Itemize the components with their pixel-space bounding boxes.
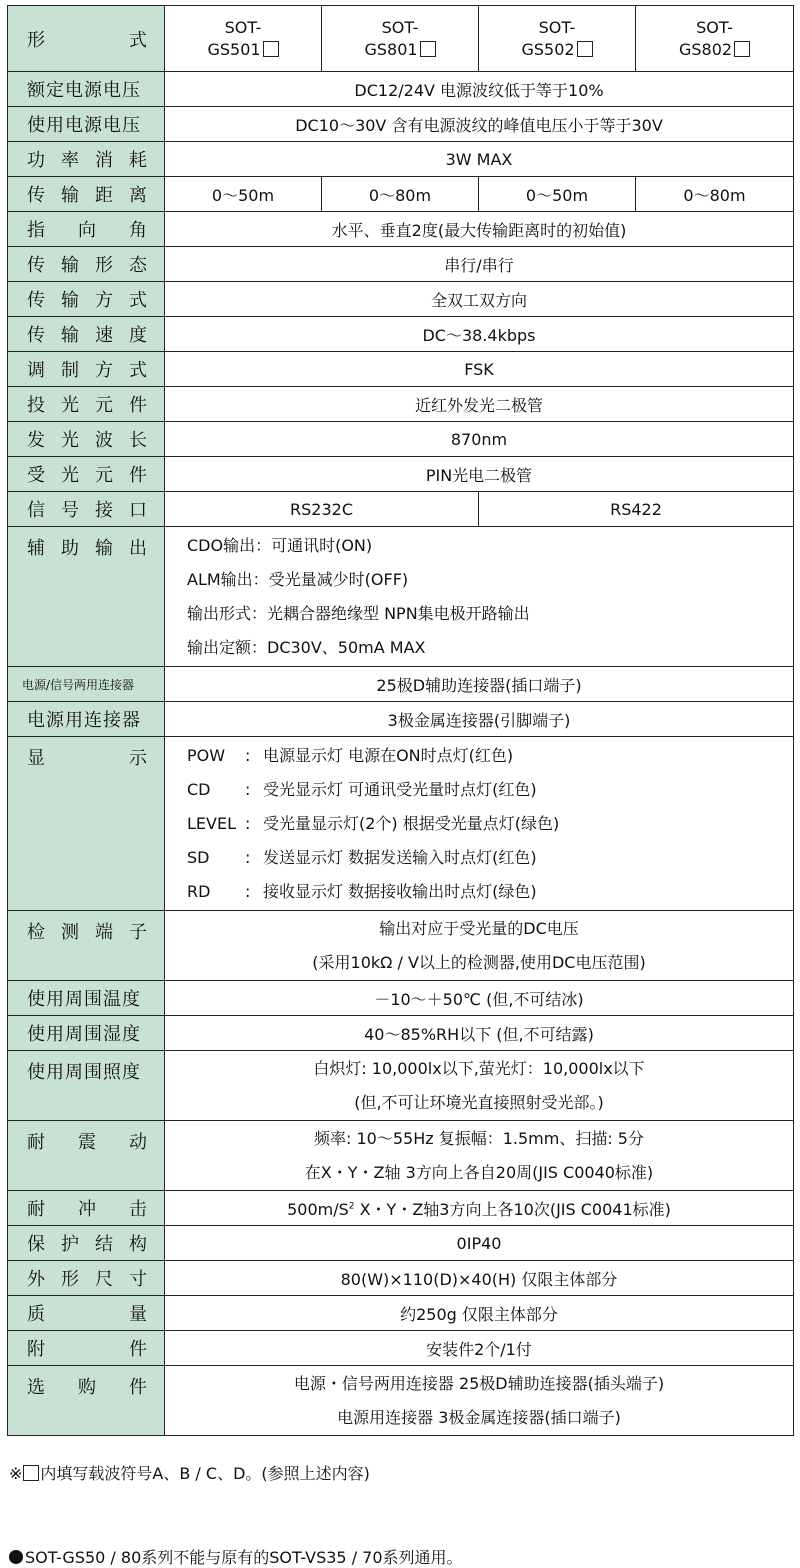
row-label: 投 光 元 件 (8, 387, 165, 422)
aux-line: 输出定额：DC30V、50mA MAX (187, 637, 426, 657)
row-rated-voltage (8, 72, 794, 107)
row-value: 3极金属连接器(引脚端子) (165, 702, 794, 737)
row-vibration (8, 1121, 794, 1191)
interface-2: RS422 (479, 492, 794, 527)
row-temperature (8, 981, 794, 1016)
row-label: 使用周围湿度 (8, 1016, 165, 1051)
row-label: 耐 冲 击 (8, 1191, 165, 1226)
checkbox-icon (734, 41, 750, 57)
aux-line: ALM输出：受光量减少时(OFF) (187, 569, 409, 589)
row-label: 显 示 (8, 737, 165, 911)
row-label: 检 测 端 子 (8, 911, 165, 981)
bullet-icon (9, 1550, 23, 1564)
row-value: 约250g 仅限主体部分 (165, 1296, 794, 1331)
row-label: 使用电源电压 (8, 107, 165, 142)
row-options (8, 1366, 794, 1436)
row-value: 0IP40 (165, 1226, 794, 1261)
row-operating-voltage (8, 107, 794, 142)
footnote-fill-code: ※ 内填写载波符号A、B / C、D。(参照上述内容) (9, 1464, 370, 1483)
row-value: －10～＋50℃ (但,不可结冰) (165, 981, 794, 1016)
row-power-connector (8, 702, 794, 737)
row-label: 电源用连接器 (8, 702, 165, 737)
row-modulation (8, 352, 794, 387)
display-item: SD : 发送显示灯 数据发送输入时点灯(红色) (187, 847, 537, 867)
row-illuminance (8, 1051, 794, 1121)
row-model (8, 6, 794, 72)
row-value: 全双工双方向 (165, 282, 794, 317)
row-dimensions (8, 1261, 794, 1296)
footnote-compatibility: SOT-GS50 / 80系列不能与原有的SOT-VS35 / 70系列通用。 (9, 1545, 463, 1568)
row-label: 使用周围温度 (8, 981, 165, 1016)
row-value: DC12/24V 电源波纹低于等于10% (165, 72, 794, 107)
spec-table (7, 5, 794, 1436)
row-receiver (8, 457, 794, 492)
aux-line: 输出形式：光耦合器绝缘型 NPN集电极开路输出 (187, 603, 530, 623)
row-mass (8, 1296, 794, 1331)
row-label: 传 输 形 态 (8, 247, 165, 282)
row-dual-connector (8, 667, 794, 702)
distance-2: 0～80m (322, 177, 479, 212)
row-power (8, 142, 794, 177)
checkbox-icon (420, 41, 436, 57)
row-value: 串行/串行 (165, 247, 794, 282)
row-label: 保 护 结 构 (8, 1226, 165, 1261)
row-value: PIN光电二极管 (165, 457, 794, 492)
row-speed (8, 317, 794, 352)
row-emitter (8, 387, 794, 422)
distance-1: 0～50m (165, 177, 322, 212)
row-protection (8, 1226, 794, 1261)
model-3: SOT- GS502 (479, 6, 636, 72)
row-angle (8, 212, 794, 247)
model-4: SOT- GS802 (636, 6, 794, 72)
aux-line: CDO输出：可通讯时(ON) (187, 535, 373, 555)
row-shock (8, 1191, 794, 1226)
row-value: 电源・信号两用连接器 25极D辅助连接器(插头端子) 电源用连接器 3极金属连接器(插口端子) (165, 1366, 794, 1436)
row-label: 传 输 距 离 (8, 177, 165, 212)
row-accessories (8, 1331, 794, 1366)
row-label: 指 向 角 (8, 212, 165, 247)
checkbox-icon (577, 41, 593, 57)
row-value: 输出对应于受光量的DC电压 (采用10kΩ / V以上的检测器,使用DC电压范围) (165, 911, 794, 981)
row-detect-terminal (8, 911, 794, 981)
row-value: FSK (165, 352, 794, 387)
row-humidity (8, 1016, 794, 1051)
row-label: 传 输 速 度 (8, 317, 165, 352)
checkbox-icon (23, 1465, 39, 1481)
display-item: CD : 受光显示灯 可通讯受光量时点灯(红色) (187, 779, 537, 799)
row-value: 近红外发光二极管 (165, 387, 794, 422)
row-value (165, 737, 794, 911)
display-item: POW : 电源显示灯 电源在ON时点灯(红色) (187, 745, 514, 765)
row-value: 870nm (165, 422, 794, 457)
row-label: 发 光 波 长 (8, 422, 165, 457)
model-1: SOT- GS501 (165, 6, 322, 72)
row-value: DC10～30V 含有电源波纹的峰值电压小于等于30V (165, 107, 794, 142)
row-label: 传 输 方 式 (8, 282, 165, 317)
row-label: 耐 震 动 (8, 1121, 165, 1191)
interface-1: RS232C (165, 492, 479, 527)
display-item: RD : 接收显示灯 数据接收输出时点灯(绿色) (187, 881, 537, 901)
row-distance (8, 177, 794, 212)
row-label: 信 号 接 口 (8, 492, 165, 527)
row-label: 使用周围照度 (8, 1051, 165, 1121)
model-2: SOT- GS801 (322, 6, 479, 72)
row-value (165, 527, 794, 667)
row-wavelength (8, 422, 794, 457)
display-item: LEVEL : 受光量显示灯(2个) 根据受光量点灯(绿色) (187, 813, 560, 833)
row-label: 质 量 (8, 1296, 165, 1331)
row-label: 辅 助 输 出 (8, 527, 165, 667)
distance-4: 0～80m (636, 177, 794, 212)
checkbox-icon (263, 41, 279, 57)
row-value: 安装件2个/1付 (165, 1331, 794, 1366)
row-value: DC～38.4kbps (165, 317, 794, 352)
row-value: $500m/S^2$ X・Y・Z轴3方向上各10次(JIS C0041标准) (165, 1191, 794, 1226)
row-label: 额定电源电压 (8, 72, 165, 107)
row-label: 选 购 件 (8, 1366, 165, 1436)
row-value: 40～85%RH以下 (但,不可结露) (165, 1016, 794, 1051)
row-label: 电源/信号两用连接器 (8, 667, 165, 702)
row-method (8, 282, 794, 317)
row-value: 25极D辅助连接器(插口端子) (165, 667, 794, 702)
row-label: 附 件 (8, 1331, 165, 1366)
row-label: 调 制 方 式 (8, 352, 165, 387)
row-value: 水平、垂直2度(最大传输距离时的初始值) (165, 212, 794, 247)
row-form (8, 247, 794, 282)
row-label: 外 形 尺 寸 (8, 1261, 165, 1296)
row-label: 受 光 元 件 (8, 457, 165, 492)
row-label: 功 率 消 耗 (8, 142, 165, 177)
distance-3: 0～50m (479, 177, 636, 212)
row-value: 3W MAX (165, 142, 794, 177)
row-interface (8, 492, 794, 527)
row-value: 80(W)×110(D)×40(H) 仅限主体部分 (165, 1261, 794, 1296)
label-model: 形 式 (8, 6, 165, 72)
row-display (8, 737, 794, 911)
row-value: 频率: 10～55Hz 复振幅：1.5mm、扫描: 5分 在X・Y・Z轴 3方向上各自20周(JIS C0040标准) (165, 1121, 794, 1191)
row-value: 白炽灯: 10,000lx以下,萤光灯：10,000lx以下 (但,不可让环境光直接照射受光部。) (165, 1051, 794, 1121)
row-aux-output (8, 527, 794, 667)
